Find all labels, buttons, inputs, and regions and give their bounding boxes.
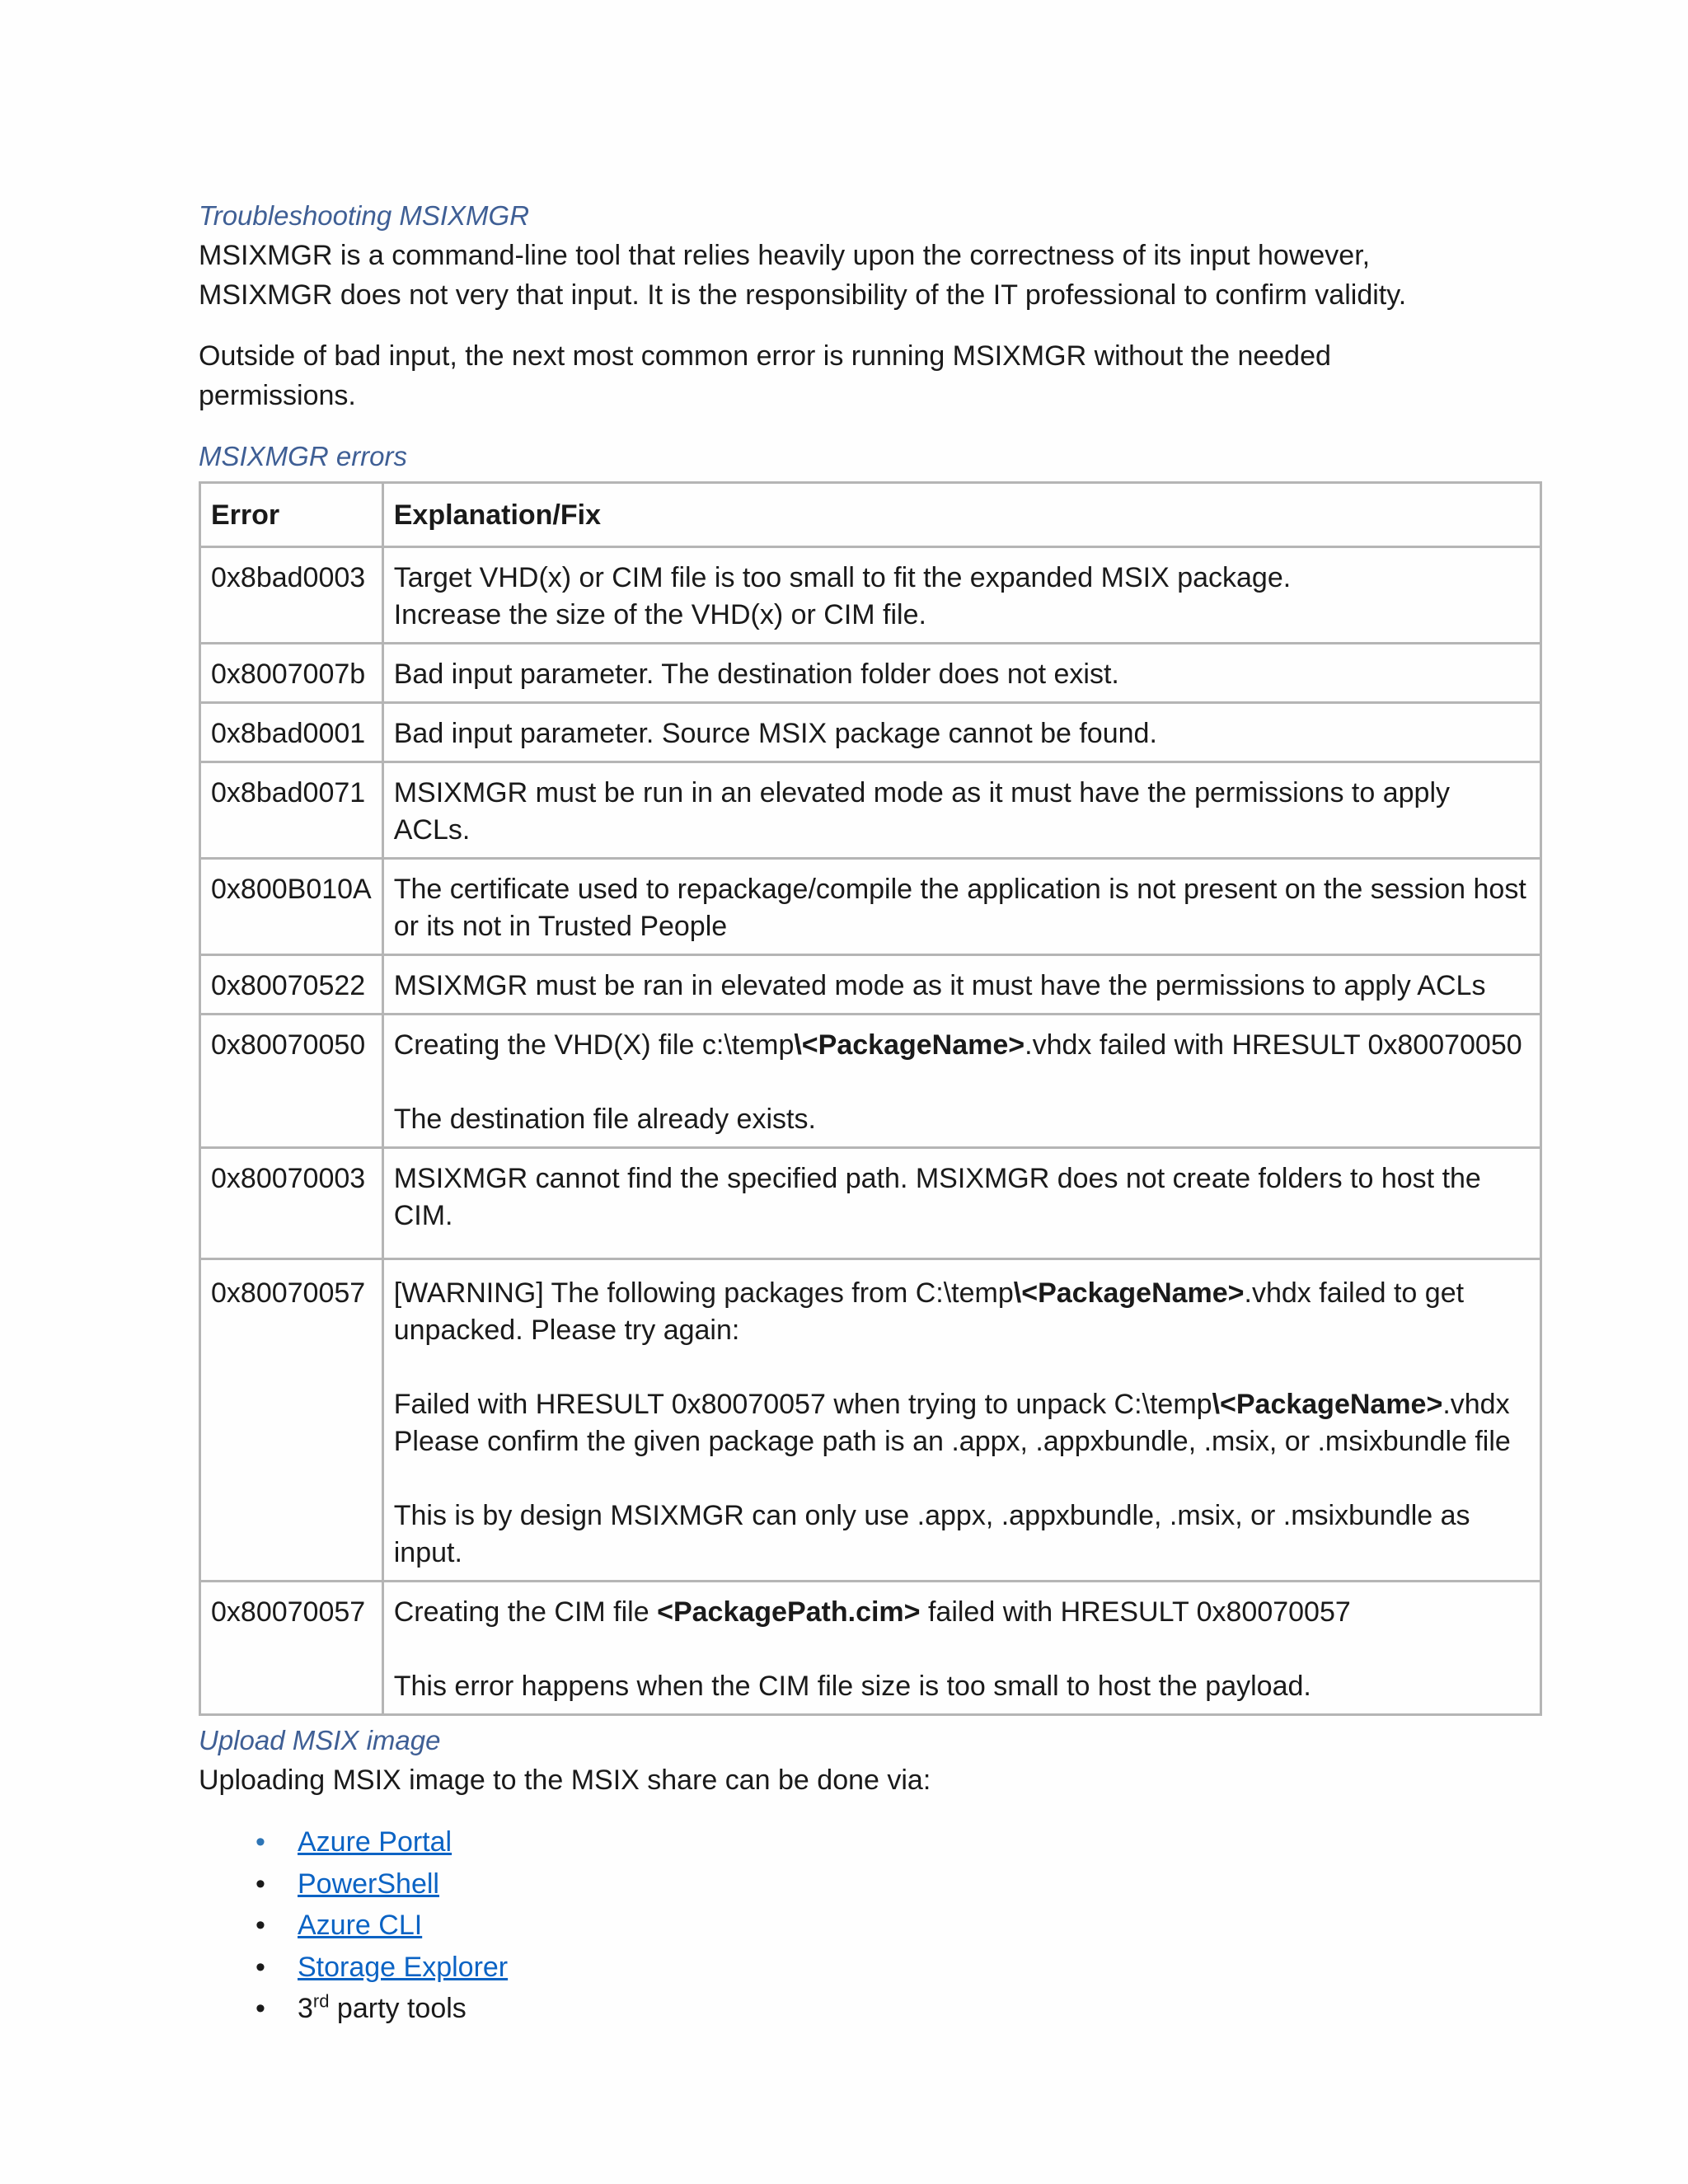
bullet-icon: • [256, 1951, 265, 1983]
intro-paragraph [199, 236, 1542, 315]
explanation-text: .vhdx failed to get [1244, 1277, 1465, 1309]
explanation-line: or its not in Trusted People [393, 911, 728, 942]
table-header-row [200, 483, 1541, 547]
explanation-text: [WARNING] The following packages from C:\temp [393, 1277, 1014, 1309]
explanation-text: .vhdx failed with HRESULT 0x80070050 [1025, 1029, 1522, 1061]
table-row [200, 703, 1541, 762]
error-code: 0x80070522 [200, 955, 383, 1015]
table-row [200, 955, 1541, 1015]
explanation-text: Creating the VHD(X) file c:\temp [393, 1029, 795, 1061]
table-row [200, 859, 1541, 955]
upload-intro: Uploading MSIX image to the MSIX share can be done via: [199, 1765, 931, 1796]
section-heading-troubleshooting: Troubleshooting MSIXMGR [199, 200, 530, 231]
intro-line-1: MSIXMGR is a command-line tool that relies heavily upon the correctness of its input however, [199, 240, 1371, 271]
error-explanation: MSIXMGR must be run in an elevated mode as it must have the permissions to apply ACLs. [382, 762, 1540, 859]
spacer [394, 1064, 1530, 1101]
storage-explorer-link[interactable]: Storage Explorer [298, 1951, 509, 1983]
error-code: 0x800B010A [200, 859, 383, 955]
section-heading-errors: MSIXMGR errors [199, 441, 408, 471]
explanation-line: The certificate used to repackage/compile the application is not present on the session host [393, 874, 1526, 905]
permissions-paragraph [199, 336, 1542, 415]
errors-table [199, 481, 1542, 1716]
error-code: 0x80070003 [200, 1148, 383, 1259]
error-explanation: Bad input parameter. The destination folder does not exist. [382, 644, 1540, 703]
explanation-line: Target VHD(x) or CIM file is too small to fit the expanded MSIX package. [393, 562, 1292, 593]
list-item [199, 1821, 1542, 1863]
package-name-placeholder: \<PackageName> [794, 1029, 1025, 1061]
table-row [200, 1259, 1541, 1582]
table-row [200, 1015, 1541, 1148]
third-party-tools-item [298, 1990, 467, 2024]
explanation-text: failed with HRESULT 0x80070057 [920, 1596, 1351, 1628]
error-explanation [382, 1148, 1540, 1259]
powershell-link[interactable]: PowerShell [298, 1868, 439, 1900]
error-explanation [382, 1259, 1540, 1582]
table-row [200, 1148, 1541, 1259]
third-party-label: party tools [329, 1993, 467, 2024]
spacer [394, 1349, 1530, 1386]
explanation-text: .vhdx [1442, 1389, 1510, 1420]
intro-line-2: MSIXMGR does not very that input. It is the responsibility of the IT professional to confirm validity. [199, 279, 1407, 311]
error-code: 0x8bad0001 [200, 703, 383, 762]
explanation-text: Creating the CIM file [393, 1596, 658, 1628]
spacer [394, 1631, 1530, 1668]
table-row [200, 644, 1541, 703]
list-item [199, 1905, 1542, 1947]
list-item [199, 1988, 1542, 2030]
explanation-text: Failed with HRESULT 0x80070057 when trying to unpack C:\temp [393, 1389, 1212, 1420]
bullet-icon: • [256, 1868, 265, 1900]
error-code: 0x80070057 [200, 1582, 383, 1715]
bullet-icon: • [256, 1993, 265, 2024]
explanation-line: Increase the size of the VHD(x) or CIM file. [393, 599, 926, 630]
header-explanation: Explanation/Fix [382, 483, 1540, 547]
list-item [199, 1947, 1542, 1989]
explanation-line: unpacked. Please try again: [393, 1315, 740, 1346]
error-explanation [382, 859, 1540, 955]
list-item [199, 1863, 1542, 1905]
spacer [394, 1460, 1530, 1497]
error-code: 0x8007007b [200, 644, 383, 703]
table-row [200, 762, 1541, 859]
azure-cli-link[interactable]: Azure CLI [298, 1910, 423, 1941]
explanation-line: This is by design MSIXMGR can only use .appx, .appxbundle, .msix, or .msixbundle as input. [393, 1500, 1470, 1568]
package-name-placeholder: \<PackageName> [1212, 1389, 1443, 1420]
package-name-placeholder: \<PackageName> [1013, 1277, 1245, 1309]
error-code: 0x8bad0071 [200, 762, 383, 859]
permissions-line-1: Outside of bad input, the next most common error is running MSIXMGR without the needed [199, 340, 1331, 372]
error-code: 0x8bad0003 [200, 547, 383, 644]
error-explanation: MSIXMGR must be ran in elevated mode as it must have the permissions to apply ACLs [382, 955, 1540, 1015]
permissions-line-2: permissions. [199, 380, 356, 411]
table-row [200, 1582, 1541, 1715]
upload-methods-list [199, 1821, 1542, 2030]
error-explanation: Bad input parameter. Source MSIX package cannot be found. [382, 703, 1540, 762]
document-content [199, 196, 1542, 2030]
explanation-line: MSIXMGR cannot find the specified path. MSIXMGR does not create folders to host the CIM. [393, 1163, 1481, 1231]
ordinal-number: 3 [298, 1993, 313, 2024]
section-heading-upload: Upload MSIX image [199, 1725, 441, 1755]
error-explanation [382, 1582, 1540, 1715]
error-explanation [382, 547, 1540, 644]
ordinal-suffix: rd [312, 1990, 330, 2012]
error-code: 0x80070050 [200, 1015, 383, 1148]
explanation-line: This error happens when the CIM file size is too small to host the payload. [393, 1671, 1311, 1702]
header-error: Error [200, 483, 383, 547]
error-explanation [382, 1015, 1540, 1148]
error-code: 0x80070057 [200, 1259, 383, 1582]
bullet-icon: • [256, 1910, 265, 1941]
table-row [200, 547, 1541, 644]
explanation-line: Please confirm the given package path is an .appx, .appxbundle, .msix, or .msixbundle file [393, 1426, 1511, 1457]
azure-portal-link[interactable]: Azure Portal [298, 1826, 452, 1858]
bullet-icon: • [256, 1826, 265, 1858]
explanation-line: The destination file already exists. [393, 1104, 816, 1135]
package-path-placeholder: <PackagePath.cim> [657, 1596, 921, 1628]
